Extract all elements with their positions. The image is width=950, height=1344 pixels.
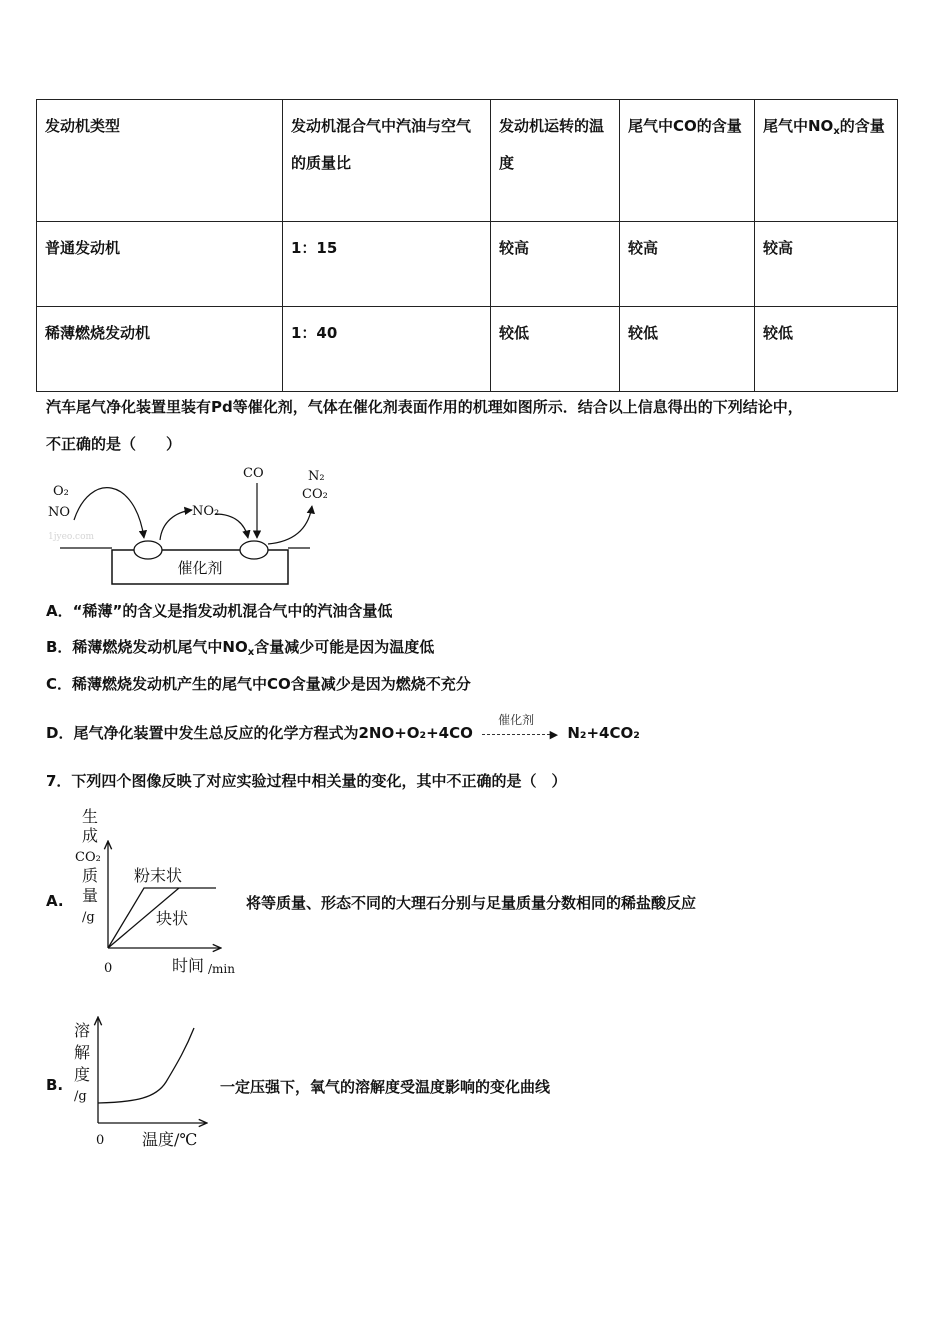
q7-graph-b	[66, 1010, 226, 1156]
no2-label: NO₂	[192, 504, 220, 519]
arrow-no2-in	[215, 514, 248, 538]
x-axis-label: 温度/℃	[142, 1130, 198, 1149]
q6-option-c: C．稀薄燃烧发动机产生的尾气中CO含量减少是因为燃烧不充分	[46, 675, 471, 693]
header-temperature: 发动机运转的温度	[491, 100, 620, 222]
adsorption-site-2	[240, 541, 268, 559]
table-header-row	[37, 100, 898, 222]
table-cell: 稀薄燃烧发动机	[37, 307, 283, 392]
y-label-char: 质	[82, 866, 99, 885]
watermark: 1jyeo.com	[48, 532, 95, 542]
y-label-char: /g	[74, 1089, 87, 1104]
y-label-char: 解	[74, 1043, 91, 1062]
no-label: NO	[48, 505, 71, 520]
table-cell: 较低	[755, 307, 898, 392]
engine-comparison-table	[36, 99, 898, 392]
option-d-equation-right: N₂+4CO₂	[567, 724, 640, 742]
o2-label: O₂	[53, 484, 69, 499]
adsorption-site-1	[134, 541, 162, 559]
table-row	[37, 307, 898, 392]
q7-option-b-text: 一定压强下，氧气的溶解度受温度影响的变化曲线	[220, 1078, 551, 1096]
powder-label: 粉末状	[134, 866, 183, 885]
table-cell: 较高	[755, 222, 898, 307]
table-cell: 1：40	[283, 307, 491, 392]
header-co-content: 尾气中CO的含量	[620, 100, 755, 222]
option-d-equation-left: D．尾气净化装置中发生总反应的化学方程式为2NO+O₂+4CO	[46, 724, 473, 742]
co-label: CO	[243, 466, 264, 481]
reaction-arrow: 催化剂 ▶	[482, 725, 558, 743]
q6-option-a: A．“稀薄”的含义是指发动机混合气中的汽油含量低	[46, 602, 393, 620]
q7-option-a-label: A.	[46, 892, 64, 910]
y-label-char: 量	[82, 886, 99, 905]
q6-stem-line2: 不正确的是（ ）	[46, 435, 182, 453]
table-cell: 较低	[491, 307, 620, 392]
header-engine-type: 发动机类型	[37, 100, 283, 222]
y-label-char: CO₂	[75, 850, 101, 865]
q6-option-b: B．稀薄燃烧发动机尾气中$NO_x$含量减少可能是因为温度低	[46, 638, 435, 658]
table-row	[37, 222, 898, 307]
q7-graph-a	[66, 800, 256, 982]
y-label-char: /g	[82, 910, 95, 925]
n2-label: N₂	[308, 469, 325, 484]
catalyst-label: 催化剂	[177, 559, 223, 577]
y-label-char: 度	[74, 1065, 91, 1084]
reaction-condition: 催化剂	[498, 712, 535, 727]
table-cell: 较低	[620, 307, 755, 392]
y-label-char: 溶	[74, 1021, 91, 1040]
q6-stem-line1: 汽车尾气净化装置里装有Pd等催化剂，气体在催化剂表面作用的机理如图所示．结合以上信息得出的下列结论中，	[46, 398, 803, 416]
solubility-curve	[98, 1028, 194, 1103]
arrow-products-out	[268, 506, 312, 544]
table-cell: 普通发动机	[37, 222, 283, 307]
header-nox-content: 尾气中$NO_x$的含量	[755, 100, 898, 222]
q7-stem: 7．下列四个图像反映了对应实验过程中相关量的变化，其中不正确的是（ ）	[46, 772, 567, 790]
q7-option-b-label: B.	[46, 1076, 64, 1094]
header-mix-ratio: 发动机混合气中汽油与空气的质量比	[283, 100, 491, 222]
catalyst-mechanism-diagram	[40, 462, 340, 590]
x-axis-label: 时间	[172, 956, 205, 975]
origin-label: 0	[96, 1133, 105, 1148]
y-label-char: 成	[82, 826, 99, 845]
table-cell: 较高	[620, 222, 755, 307]
lump-label: 块状	[156, 909, 189, 928]
table-cell: 较高	[491, 222, 620, 307]
arrow-no2-out	[160, 510, 192, 540]
x-axis-unit: /min	[208, 962, 235, 976]
arrow-reactants-in	[74, 488, 144, 538]
q7-option-a-text: 将等质量、形态不同的大理石分别与足量质量分数相同的稀盐酸反应	[246, 894, 697, 912]
origin-label: 0	[104, 961, 113, 976]
y-label-char: 生	[82, 807, 99, 826]
co2-label: CO₂	[302, 487, 328, 502]
q6-option-d	[46, 712, 640, 743]
table-cell: 1：15	[283, 222, 491, 307]
